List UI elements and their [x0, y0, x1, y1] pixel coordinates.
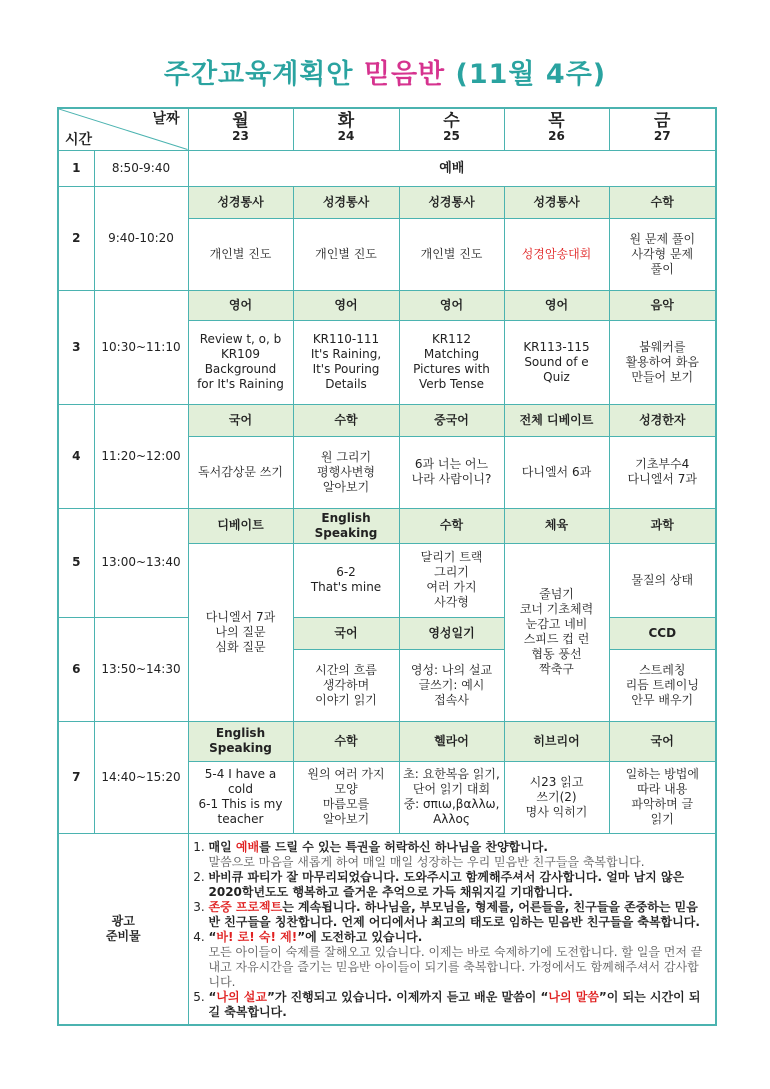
period-time: 11:20~12:00	[94, 404, 188, 508]
notes-list	[195, 840, 710, 1020]
period-number: 6	[58, 617, 94, 721]
subject-cell: 성경한자	[609, 404, 716, 436]
content-cell: 물질의 상태	[609, 543, 716, 617]
subject-cell: 디베이트	[188, 508, 293, 543]
note-item: 3. 존중 프로젝트는 계속됩니다. 하나님을, 부모님을, 형제를, 어른들을, 친구들을 존중하는 믿음반 친구들을 칭찬합니다. 언제 어디에서나 최고의 태도로 임하는 믿음반 친구들을 축복합니다.	[209, 900, 710, 930]
subject-cell: 국어	[609, 721, 716, 761]
notes-content	[188, 833, 716, 1025]
date-label: 날짜	[152, 111, 180, 127]
content-cell: 독서감상문 쓰기	[188, 436, 293, 508]
weekly-plan-table	[57, 107, 717, 1026]
period-number: 4	[58, 404, 94, 508]
content-cell: 일하는 방법에 따라 내용 파악하며 글 읽기	[609, 761, 716, 833]
content-cell: 개인별 진도	[399, 218, 504, 290]
note-item: 4. “바! 로! 숙! 제!”에 도전하고 있습니다. 모든 아이들이 숙제를 잘해오고 있습니다. 이제는 바로 숙제하기에 도전합니다. 할 일을 먼저 끝내고 자유시간을 즐기는 믿음반 아이들이 되기를 축복합니다. 가정에서도 함께해주셔서 감사합니다.	[209, 930, 710, 990]
day-header-fri: 금 27	[609, 108, 716, 150]
period-2-subject-row	[58, 186, 716, 218]
period-7-subject-row	[58, 721, 716, 761]
subject-cell: 영어	[293, 290, 399, 320]
content-cell-merged: 줄넘기 코너 기초체력 눈감고 네비 스피드 컵 런 협동 풍선 짝축구	[504, 543, 609, 721]
subject-cell: 수학	[293, 721, 399, 761]
content-cell: 시23 읽고 쓰기(2) 명사 익히기	[504, 761, 609, 833]
subject-cell: English Speaking	[188, 721, 293, 761]
content-cell: 시간의 흐름 생각하며 이야기 읽기	[293, 649, 399, 721]
subject-cell: 전체 디베이트	[504, 404, 609, 436]
period-number: 1	[58, 150, 94, 186]
content-cell: 붐웨커를 활용하여 화음 만들어 보기	[609, 320, 716, 404]
content-cell: KR113-115 Sound of e Quiz	[504, 320, 609, 404]
content-cell: Review t, o, b KR109 Background for It's Raining	[188, 320, 293, 404]
content-cell: 개인별 진도	[188, 218, 293, 290]
subject-cell: 영어	[504, 290, 609, 320]
content-cell: 성경암송대회	[504, 218, 609, 290]
subject-cell: 체육	[504, 508, 609, 543]
period-4-subject-row	[58, 404, 716, 436]
period-1-row	[58, 150, 716, 186]
content-cell: KR110-111 It's Raining, It's Pouring Details	[293, 320, 399, 404]
content-cell: 달리기 트랙 그리기 여러 가지 사각형	[399, 543, 504, 617]
content-cell: 기초부수4 다니엘서 7과	[609, 436, 716, 508]
notes-label-ad: 광고	[111, 913, 135, 928]
subject-cell: 수학	[399, 508, 504, 543]
period-time: 13:50~14:30	[94, 617, 188, 721]
page-title	[0, 52, 770, 91]
subject-cell: 중국어	[399, 404, 504, 436]
subject-cell: 음악	[609, 290, 716, 320]
notes-row	[58, 833, 716, 1025]
note-item: 1. 매일 예배를 드릴 수 있는 특권을 허락하신 하나님을 찬양합니다. 말씀으로 마음을 새롭게 하여 매일 매일 성장하는 우리 믿음반 친구들을 축복합니다.	[209, 840, 710, 870]
content-cell: 원의 여러 가지 모양 마름모를 알아보기	[293, 761, 399, 833]
content-cell: 스트레칭 리듬 트레이닝 안무 배우기	[609, 649, 716, 721]
notes-label-supplies: 준비물	[105, 928, 141, 943]
note-item: 2. 바비큐 파티가 잘 마무리되었습니다. 도와주시고 함께해주셔서 감사합니다. 얼마 남지 않은 2020학년도도 행복하고 즐거운 추억으로 가득 채워지길 기대합니다.	[209, 870, 710, 900]
day-header-thu: 목 26	[504, 108, 609, 150]
notes-label	[58, 833, 188, 1025]
content-cell: 초: 요한복음 읽기, 단어 읽기 대회 중: σπιω,βαλλω, Αλλος	[399, 761, 504, 833]
time-label: 시간	[65, 131, 93, 148]
period-time: 14:40~15:20	[94, 721, 188, 833]
subject-cell: 영성일기	[399, 617, 504, 649]
subject-cell: 과학	[609, 508, 716, 543]
subject-cell: 히브리어	[504, 721, 609, 761]
period-time: 9:40-10:20	[94, 186, 188, 290]
subject-cell: 성경통사	[504, 186, 609, 218]
period-number: 7	[58, 721, 94, 833]
period-number: 2	[58, 186, 94, 290]
content-cell: 5-4 I have a cold 6-1 This is my teacher	[188, 761, 293, 833]
content-cell: KR112 Matching Pictures with Verb Tense	[399, 320, 504, 404]
period-3-subject-row	[58, 290, 716, 320]
content-cell: 원 문제 풀이 사각형 문제 풀이	[609, 218, 716, 290]
subject-cell: English Speaking	[293, 508, 399, 543]
title-class-name: 믿음반	[363, 59, 446, 90]
header-row	[58, 108, 716, 150]
title-prefix: 주간교육계획안	[163, 59, 354, 90]
subject-cell: 영어	[399, 290, 504, 320]
period-time: 8:50-9:40	[94, 150, 188, 186]
subject-cell: 헬라어	[399, 721, 504, 761]
title-week: (11월 4주)	[455, 59, 607, 90]
period-time: 10:30~11:10	[94, 290, 188, 404]
day-header-wed: 수 25	[399, 108, 504, 150]
day-header-tue: 화 24	[293, 108, 399, 150]
period-time: 13:00~13:40	[94, 508, 188, 617]
note-item: 5. “나의 설교”가 진행되고 있습니다. 이제까지 듣고 배운 말씀이 “나의 말씀”이 되는 시간이 되길 축복합니다.	[209, 990, 710, 1020]
content-cell: 6과 너는 어느 나라 사람이니?	[399, 436, 504, 508]
content-cell: 6-2 That's mine	[293, 543, 399, 617]
subject-cell: 성경통사	[399, 186, 504, 218]
content-cell: 개인별 진도	[293, 218, 399, 290]
content-cell: 다니엘서 6과	[504, 436, 609, 508]
period-5-subject-row	[58, 508, 716, 543]
subject-cell: 영어	[188, 290, 293, 320]
subject-cell: 수학	[609, 186, 716, 218]
content-cell: 원 그리기 평행사변형 알아보기	[293, 436, 399, 508]
content-cell: 영성: 나의 설교 글쓰기: 예시 접속사	[399, 649, 504, 721]
subject-cell: 국어	[293, 617, 399, 649]
subject-cell: 성경통사	[293, 186, 399, 218]
period-6-subject-row	[58, 617, 716, 649]
subject-cell: 수학	[293, 404, 399, 436]
period-number: 3	[58, 290, 94, 404]
period-number: 5	[58, 508, 94, 617]
subject-cell: 성경통사	[188, 186, 293, 218]
content-cell-merged: 다니엘서 7과 나의 질문 심화 질문	[188, 543, 293, 721]
subject-cell: CCD	[609, 617, 716, 649]
header-corner	[58, 108, 188, 150]
worship-cell: 예배	[188, 150, 716, 186]
subject-cell: 국어	[188, 404, 293, 436]
day-header-mon: 월 23	[188, 108, 293, 150]
